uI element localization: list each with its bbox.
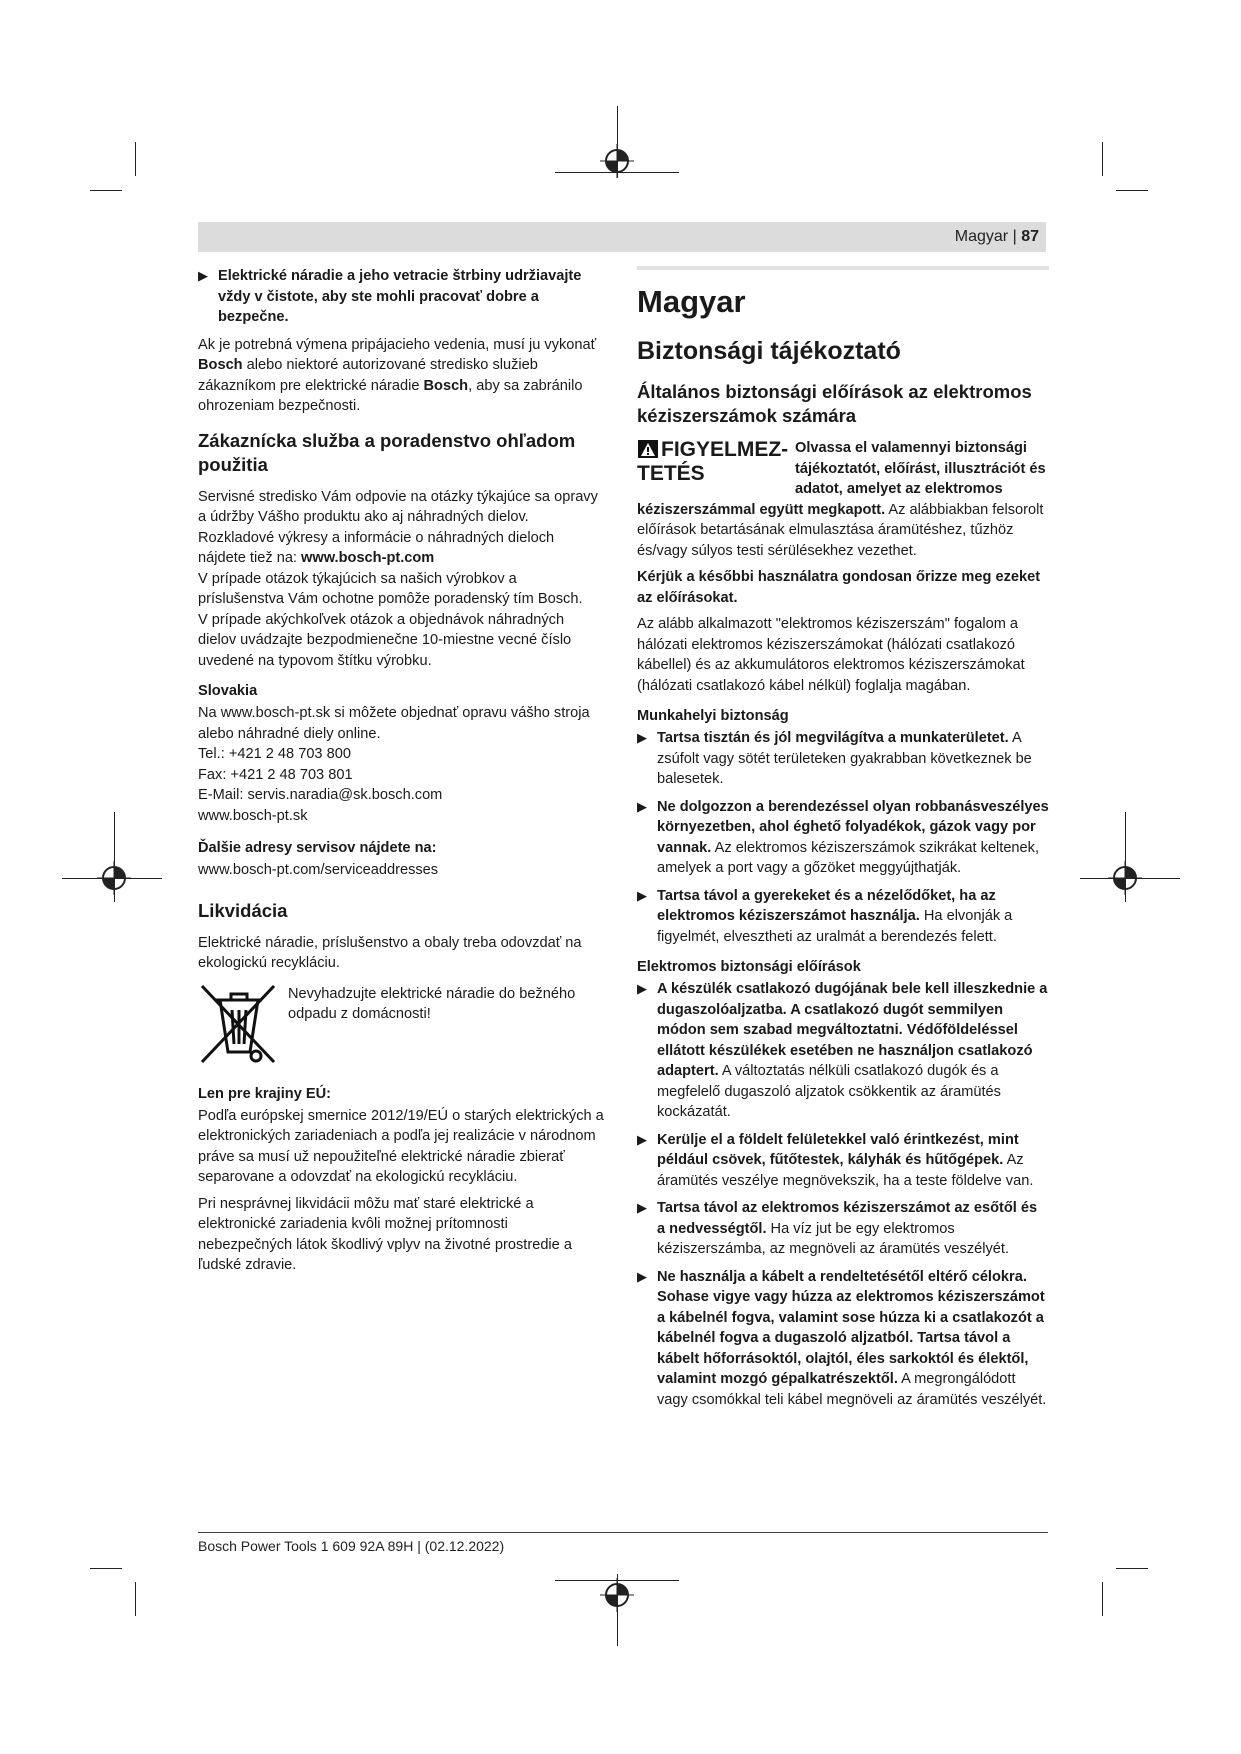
list-item — [198, 266, 604, 328]
warning-block — [637, 438, 1049, 561]
list-item: ▶ Tartsa tisztán és jól megvilágítva a munkaterületet. A zsúfolt vagy sötét területeken gyakrabban következnek be balesetek. — [637, 730, 1032, 787]
registration-mark-icon — [97, 861, 131, 895]
crop-mark — [90, 1568, 122, 1569]
list-item: ▶ Ne használja a kábelt a rendeltetésétől eltérő célokra. Sohase vigye vagy húzza az elektromos kéziszerszámot a kábelnél fogva, valamint sose húzza ki a csatlakozót a kábelnél fogva a dugaszoló aljzatból. Tartsa távol a kábelt hőforrásoktól, olajtól, éles sarkoktól és élektől, valamint mozgó gépalkatrészektől. A megrongálódott vagy csomókkal teli kábel megnöveli az áramütés veszélyét. — [637, 1268, 1047, 1408]
weee-text: Nevyhadzujte elektrické náradie do bežného odpadu z domácnosti! — [288, 985, 576, 1022]
paragraph: Ak je potrebná výmena pripájacieho vedenia, musí ju vykonať Bosch alebo niektoré autorizované stredisko služieb zákazníkom pre elektrické náradie Bosch, aby sa zabránilo ohrozeniam bezpečnosti. — [198, 336, 597, 414]
contact-email: E-Mail: servis.naradia@sk.bosch.com — [198, 787, 443, 803]
subsection-heading: Slovakia — [198, 683, 258, 699]
triangle-bullet-icon: ▶ — [637, 1268, 647, 1284]
chapter-heading: Biztonsági tájékoztató — [637, 337, 901, 365]
section-divider — [637, 266, 1049, 270]
subsection-heading: Munkahelyi biztonság — [637, 708, 789, 724]
crop-mark — [1102, 1582, 1103, 1616]
warning-triangle-icon — [637, 439, 659, 459]
list-item: ▶ Ne dolgozzon a berendezéssel olyan robbanásveszélyes környezetben, ahol éghető folyadékok, gázok vagy por vannak. Az elektromos kéziszerszámok szikrákat keltenek, amelyek a port vagy a gőzöket meggyújthatják. — [637, 798, 1049, 876]
crop-mark — [1102, 142, 1103, 176]
paragraph: Podľa európskej smernice 2012/19/EÚ o starých elektrických a elektronických zariadeniach a podľa jej realizácie v národnom práve sa musí už nepoužiteľné elektrické náradie zbierať separovane a odovzdať na ekologickú recykláciu. — [198, 1107, 604, 1185]
subsection-heading: Ďalšie adresy servisov nájdete na: — [198, 840, 437, 856]
keep-note: Kérjük a későbbi használatra gondosan őrizze meg ezeket az előírásokat. — [637, 569, 1041, 606]
paragraph: Pri nesprávnej likvidácii môžu mať staré elektrické a elektronické zariadenia kvôli možnej prítomnosti nebezpečných látok škodlivý vplyv na životné prostredie a ľudské zdravie. — [198, 1195, 572, 1273]
triangle-bullet-icon: ▶ — [637, 1200, 647, 1215]
contact-block — [198, 703, 604, 826]
page-number: 87 — [1021, 228, 1039, 245]
paragraph: Servisné stredisko Vám odpovie na otázky týkajúce sa opravy a údržby Vášho produktu ako aj náhradných dielov. Rozkladové výkresy a informácie o náhradných dieloch nájdete tiež na: www.bosch-pt.com — [198, 488, 598, 566]
weee-notice — [198, 980, 604, 1066]
registration-mark-icon — [600, 1578, 634, 1612]
warning-text: Az alábbiakban felsorolt előírások betartásának elmulasztása áramütéshez, tűzhöz és/vagy súlyos testi sérülésekhez vezethet. — [637, 501, 1044, 559]
subsection-heading: Len pre krajiny EÚ: — [198, 1085, 332, 1102]
left-column — [198, 266, 604, 1282]
page-footer: Bosch Power Tools 1 609 92A 89H | (02.12.2022) — [198, 1538, 505, 1554]
triangle-bullet-icon: ▶ — [637, 981, 647, 996]
triangle-bullet-icon: ▶ — [637, 798, 647, 814]
contact-fax: Fax: +421 2 48 703 801 — [198, 766, 353, 783]
list-item: ▶ Kerülje el a földelt felületekkel való érintkezést, mint például csövek, fűtőtestek, kályhák és hűtőgépek. Az áramütés veszélye megnövekszik, ha a teste földelve van. — [637, 1131, 1034, 1189]
paragraph: V prípade akýchkoľvek otázok a objednávok náhradných dielov uvádzajte bezpodmienečne 10-miestne vecné číslo uvedené na typovom štítku výrobku. — [198, 611, 572, 669]
page-title: Magyar — [637, 284, 746, 319]
crop-mark — [90, 190, 122, 191]
crossed-out-bin-icon — [198, 980, 278, 1066]
section-heading: Likvidácia — [198, 899, 288, 921]
crop-mark — [135, 1582, 136, 1616]
triangle-bullet-icon: ▶ — [637, 1131, 647, 1147]
subsection-heading: Elektromos biztonsági előírások — [637, 959, 861, 975]
header-separator: | — [1012, 228, 1017, 245]
crop-mark — [1116, 1568, 1148, 1569]
list-item: ▶ Tartsa távol az elektromos kéziszerszámot az esőtől és a nedvességtől. Ha víz jut be egy elektromos kéziszerszámba, az megnöveli az áramütés veszélyét. — [637, 1200, 1038, 1257]
section-heading: Általános biztonsági előírások az elektromos kéziszerszámok számára — [637, 381, 1032, 426]
contact-website: www.bosch-pt.sk — [198, 807, 308, 824]
registration-mark-icon — [600, 144, 634, 178]
header-language: Magyar — [954, 228, 1009, 245]
paragraph: Elektrické náradie, príslušenstvo a obaly treba odovzdať na ekologickú recykláciu. — [198, 934, 582, 971]
paragraph: Az alább alkalmazott "elektromos kéziszerszám" fogalom a hálózati elektromos kéziszerszámokat (hálózati csatlakozó kábellel) és az akkumulátoros elektromos kéziszerszámokat (hálózati csatlakozó kábel nélkül) foglalja magában. — [637, 616, 1025, 694]
paragraph: V prípade otázok týkajúcich sa našich výrobkov a príslušenstva Vám ochotne pomôže poradenský tím Bosch. — [198, 570, 583, 607]
addresses-url: www.bosch-pt.com/serviceaddresses — [198, 862, 439, 878]
crop-mark — [135, 142, 136, 176]
footer-divider — [198, 1532, 1048, 1533]
bullet-text: Elektrické náradie a jeho vetracie štrbiny udržiavajte vždy v čistote, aby ste mohli pracovať dobre a bezpečne. — [218, 268, 582, 325]
section-heading: Zákaznícka služba a poradenstvo ohľadom použitia — [198, 429, 576, 475]
crop-mark — [1116, 190, 1148, 191]
right-column — [637, 266, 1049, 1417]
page-header — [955, 228, 1039, 246]
triangle-bullet-icon: ▶ — [637, 730, 647, 745]
warning-label: FIGYELMEZ-TETÉS — [637, 438, 789, 485]
registration-mark-icon — [1108, 861, 1142, 895]
list-item: ▶ A készülék csatlakozó dugójának bele kell illeszkednie a dugaszolóaljzatba. A csatlakozó dugót semmilyen módon sem szabad megváltoztatni. Védőföldeléssel ellátott készülékek esetében ne használjon csatlakozó adaptert. A változtatás nélküli csatlakozó dugók és a megfelelő dugaszoló aljzatok csökkentik az áramütés kockázatát. — [637, 981, 1048, 1120]
page-header-bar — [198, 222, 1046, 252]
triangle-bullet-icon: ▶ — [198, 268, 208, 283]
triangle-bullet-icon: ▶ — [637, 887, 647, 903]
contact-phone: Tel.: +421 2 48 703 800 — [198, 746, 351, 762]
contact-line: Na www.bosch-pt.sk si môžete objednať opravu vášho stroja alebo náhradné diely online. — [198, 705, 590, 742]
warning-bold-text: Olvassa el valamennyi biztonsági tájékoztatót, előírást, illusztrációt és adatot, amelyet az elektromos kéziszerszámmal együtt megkapott. — [637, 440, 1046, 518]
list-item: ▶ Tartsa távol a gyerekeket és a nézelődőket, ha az elektromos kéziszerszámot használja. Ha elvonják a figyelmét, elvesztheti az uralmát a berendezés felett. — [637, 887, 1013, 945]
